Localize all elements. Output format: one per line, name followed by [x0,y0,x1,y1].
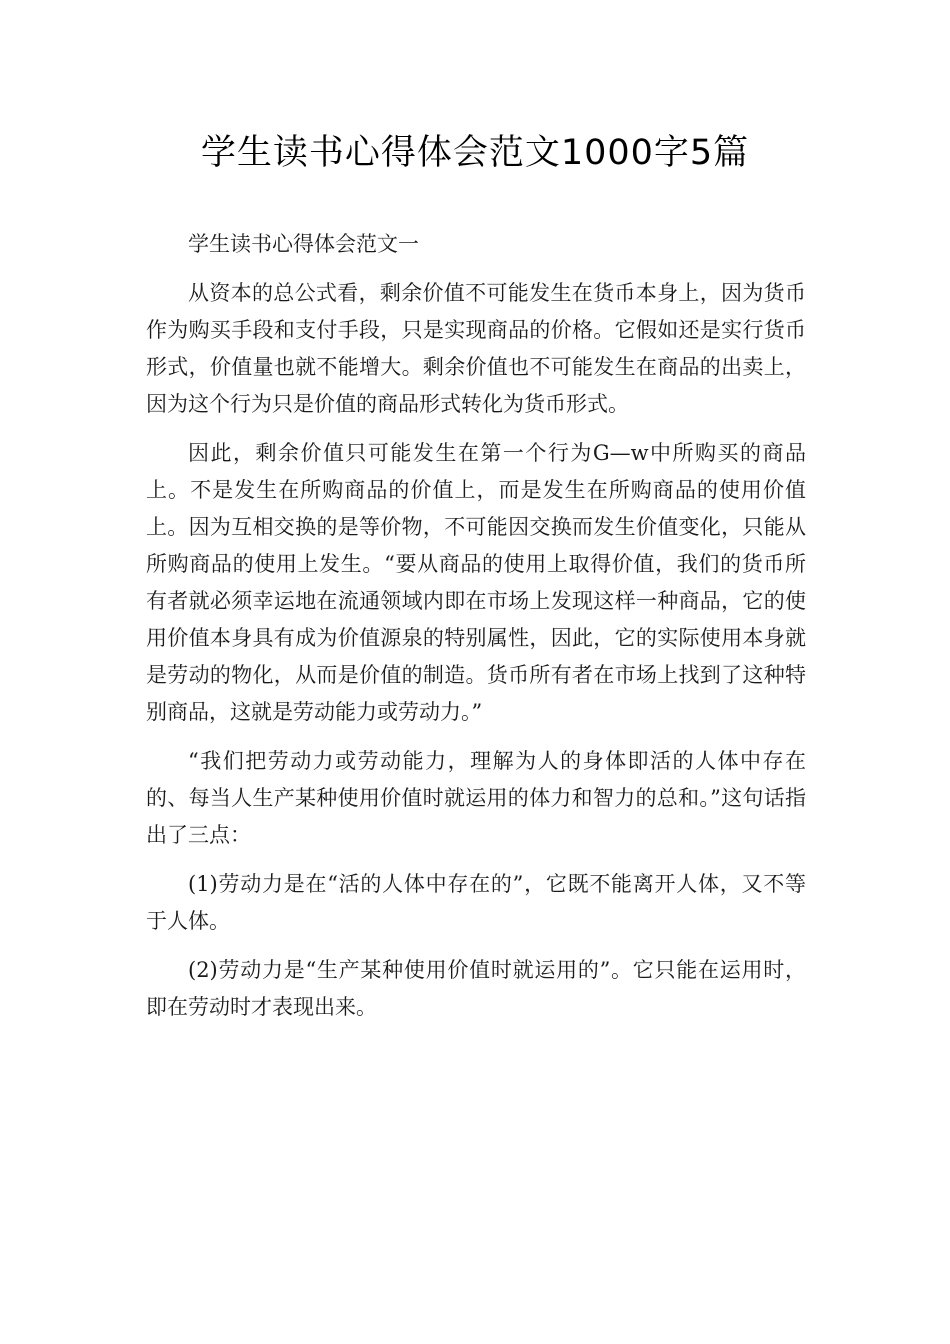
paragraph: (1)劳动力是在“活的人体中存在的”，它既不能离开人体，又不等于人体。 [146,872,806,933]
paragraph: 因此，剩余价值只可能发生在第一个行为G—w中所购买的商品上。不是发生在所购商品的价值上，而是发生在所购商品的使用价值上。因为互相交换的是等价物，不可能因交换而发生价值变化，只能从所购商品的使用上发生。“要从商品的使用上取得价值，我们的货币所有者就必须幸运地在流通领域内即在市场上发现这样一种商品，它的使用价值本身具有成为价值源泉的特别属性，因此，它的实际使用本身就是劳动的物化，从而是价值的制造。货币所有者在市场上找到了这种特别商品，这就是劳动能力或劳动力。” [146,441,806,724]
document-body [146,226,806,1038]
section-heading: 学生读书心得体会范文一 [188,232,419,256]
paragraph: 从资本的总公式看，剩余价值不可能发生在货币本身上，因为货币作为购买手段和支付手段，只是实现商品的价格。它假如还是实行货币形式，价值量也就不能增大。剩余价值也不可能发生在商品的出卖上，因为这个行为只是价值的商品形式转化为货币形式。 [146,281,806,416]
paragraph: “我们把劳动力或劳动能力，理解为人的身体即活的人体中存在的、每当人生产某种使用价值时就运用的体力和智力的总和。”这句话指出了三点： [146,749,806,847]
document-title: 学生读书心得体会范文1000字5篇 [200,133,750,173]
paragraph: (2)劳动力是“生产某种使用价值时就运用的”。它只能在运用时，即在劳动时才表现出来。 [146,958,806,1019]
